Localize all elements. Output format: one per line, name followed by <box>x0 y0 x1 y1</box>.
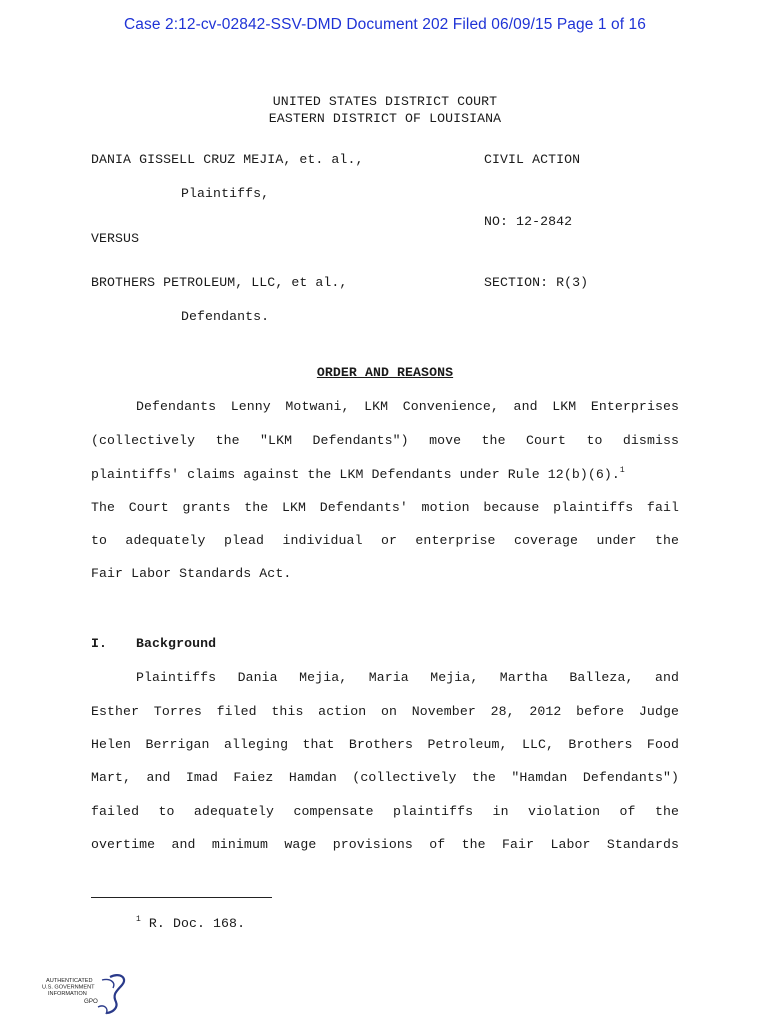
seal-line-1: AUTHENTICATED <box>46 978 93 984</box>
intro-line: The Court grants the LKM Defendants' motion because plaintiffs fail <box>91 500 679 515</box>
background-line: Plaintiffs Dania Mejia, Maria Mejia, Martha Balleza, and <box>136 670 679 685</box>
seal-gpo-text: GPO <box>84 998 98 1005</box>
document-title: ORDER AND REASONS <box>316 365 454 380</box>
plaintiff-role: Plaintiffs, <box>181 186 270 201</box>
case-number: NO: 12-2842 <box>484 214 573 229</box>
background-line: Esther Torres filed this action on November 28, 2012 before Judge <box>91 704 679 719</box>
defendant-name: BROTHERS PETROLEUM, LLC, et al., <box>91 275 348 290</box>
intro-line: Fair Labor Standards Act. <box>91 566 292 581</box>
section-title: Background <box>136 636 217 651</box>
seal-line-2: U.S. GOVERNMENT <box>42 984 95 991</box>
footnote-divider <box>91 897 272 898</box>
section-label: SECTION: R(3) <box>484 275 589 290</box>
section-number: I. <box>91 636 108 651</box>
gpo-authentication-seal <box>40 968 132 1020</box>
intro-line: Defendants Lenny Motwani, LKM Convenience, and LKM Enterprises <box>136 399 679 414</box>
intro-line: plaintiffs' claims against the LKM Defendants under Rule 12(b)(6). <box>91 467 620 482</box>
footnote-number: 1 <box>136 915 141 924</box>
intro-line: to adequately plead individual or enterprise coverage under the <box>91 533 679 548</box>
background-line: failed to adequately compensate plaintiffs in violation of the <box>91 804 679 819</box>
intro-line: (collectively the "LKM Defendants") move the Court to dismiss <box>91 433 679 448</box>
footnote <box>136 915 245 931</box>
court-name: UNITED STATES DISTRICT COURT <box>272 94 498 109</box>
background-line: overtime and minimum wage provisions of the Fair Labor Standards <box>91 837 679 852</box>
footnote-reference[interactable]: 1 <box>619 466 625 475</box>
plaintiff-name: DANIA GISSELL CRUZ MEJIA, et. al., <box>91 152 364 167</box>
seal-line-3: INFORMATION <box>48 991 87 997</box>
background-line: Helen Berrigan alleging that Brothers Petroleum, LLC, Brothers Food <box>91 737 679 752</box>
intro-line-with-footnote <box>91 466 625 482</box>
court-district: EASTERN DISTRICT OF LOUISIANA <box>268 111 502 126</box>
footnote-text: R. Doc. 168. <box>148 916 246 931</box>
defendant-role: Defendants. <box>181 309 270 324</box>
action-type: CIVIL ACTION <box>484 152 581 167</box>
versus-label: VERSUS <box>91 231 140 246</box>
background-line: Mart, and Imad Faiez Hamdan (collectively the "Hamdan Defendants") <box>91 770 679 785</box>
eagle-icon <box>107 975 124 1013</box>
case-header-stamp: Case 2:12-cv-02842-SSV-DMD Document 202 Filed 06/09/15 Page 1 of 16 <box>124 16 646 33</box>
